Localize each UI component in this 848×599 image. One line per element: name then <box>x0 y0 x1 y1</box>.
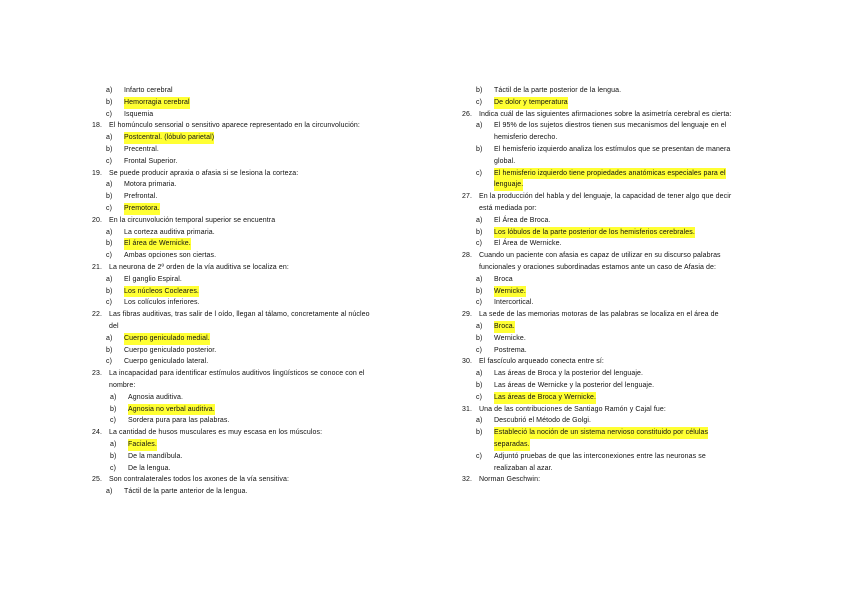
question-number: 21. <box>92 263 103 271</box>
highlighted-answer-text: Faciales. <box>128 439 157 451</box>
option-letter: c) <box>106 110 113 118</box>
option-letter: a) <box>106 334 113 342</box>
option-line <box>92 144 412 156</box>
line-text: Las fibras auditivas, tras salir de l oído, llegan al tálamo, concretamente al núcleo <box>109 311 370 319</box>
option-letter: a) <box>476 322 483 330</box>
question-line <box>92 168 412 180</box>
option-letter: b) <box>106 240 113 248</box>
highlighted-answer-text: Cuerpo geniculado medial. <box>124 333 210 345</box>
option-line <box>462 392 774 404</box>
line-text: Postrema. <box>494 346 527 354</box>
question-continuation <box>462 262 774 274</box>
option-letter: b) <box>476 429 483 437</box>
question-number: 30. <box>462 358 473 366</box>
option-line <box>92 392 412 404</box>
line-text: Son contralaterales todos los axones de la vía sensitiva: <box>109 476 290 484</box>
line-text: Broca <box>494 275 513 283</box>
question-line <box>92 215 412 227</box>
option-line <box>462 85 774 97</box>
option-continuation <box>462 156 774 168</box>
question-line <box>462 474 774 486</box>
option-letter: b) <box>106 145 113 153</box>
question-line <box>92 262 412 274</box>
line-text: Precentral. <box>124 145 159 153</box>
option-line <box>92 463 412 475</box>
option-line <box>92 203 412 215</box>
highlighted-answer-text: lenguaje. <box>494 179 523 191</box>
option-letter: b) <box>476 145 483 153</box>
option-line <box>462 168 774 180</box>
option-letter: b) <box>110 452 117 460</box>
option-line <box>462 415 774 427</box>
line-text: hemisferio derecho. <box>494 134 558 142</box>
option-line <box>92 109 412 121</box>
option-line <box>462 97 774 109</box>
line-text: Táctil de la parte anterior de la lengua. <box>124 488 248 496</box>
option-letter: a) <box>110 393 117 401</box>
option-line <box>462 238 774 250</box>
left-column <box>92 85 412 498</box>
line-text: La corteza auditiva primaria. <box>124 228 215 236</box>
line-text: Isquemia <box>124 110 154 118</box>
option-letter: a) <box>106 87 113 94</box>
option-line <box>92 356 412 368</box>
option-letter: a) <box>476 275 483 283</box>
line-text: El 95% de los sujetos diestros tienen sus mecanismos del lenguaje en el <box>494 122 727 130</box>
option-letter: a) <box>106 488 113 496</box>
question-number: 20. <box>92 216 103 224</box>
option-letter: a) <box>106 181 113 189</box>
option-letter: c) <box>476 98 483 106</box>
line-text: Táctil de la parte posterior de la lengua. <box>494 87 622 94</box>
option-letter: c) <box>110 417 117 425</box>
line-text: Se puede producir apraxia o afasia si se lesiona la corteza: <box>109 169 299 177</box>
option-letter: b) <box>476 381 483 389</box>
option-continuation <box>462 132 774 144</box>
option-line <box>92 297 412 309</box>
question-number: 23. <box>92 370 103 378</box>
highlighted-answer-text: Estableció la noción de un sistema nervioso constituido por células <box>494 427 708 439</box>
option-letter: a) <box>106 228 113 236</box>
question-line <box>462 356 774 368</box>
highlighted-answer-text: Hemorragia cerebral <box>124 97 190 109</box>
option-letter: c) <box>476 299 483 307</box>
question-number: 26. <box>462 110 473 118</box>
line-text: La neurona de 2º orden de la vía auditiva se localiza en: <box>109 263 289 271</box>
line-text: En la circunvolución temporal superior se encuentra <box>109 216 276 224</box>
option-line <box>462 274 774 286</box>
option-letter: a) <box>476 370 483 378</box>
option-letter: c) <box>476 169 483 177</box>
question-continuation <box>462 203 774 215</box>
option-line <box>462 215 774 227</box>
line-text: Agnosia auditiva. <box>128 393 184 401</box>
option-line <box>462 144 774 156</box>
question-line <box>462 250 774 262</box>
question-line <box>92 368 412 380</box>
line-text: Adjuntó pruebas de que las interconexiones entre las neuronas se <box>494 452 706 460</box>
line-text: El homúnculo sensorial o sensitivo aparece representado en la circunvolución: <box>109 122 360 130</box>
question-number: 25. <box>92 476 103 484</box>
line-text: Las áreas de Wernicke y la posterior del lenguaje. <box>494 381 655 389</box>
line-text: funcionales y oraciones subordinadas estamos ante un caso de Afasia de: <box>479 263 717 271</box>
highlighted-answer-text: Wernicke. <box>494 286 526 298</box>
highlighted-answer-text: El área de Wernicke. <box>124 238 191 250</box>
option-line <box>462 321 774 333</box>
option-letter: c) <box>106 299 113 307</box>
option-line <box>462 345 774 357</box>
right-column <box>462 85 774 486</box>
option-letter: c) <box>106 252 113 260</box>
line-text: En la producción del habla y del lenguaje, la capacidad de tener algo que decir <box>479 193 732 201</box>
option-letter: b) <box>106 98 113 106</box>
highlighted-answer-text: El hemisferio izquierdo tiene propiedades anatómicas especiales para el <box>494 168 726 180</box>
option-line <box>92 191 412 203</box>
option-line <box>92 179 412 191</box>
option-line <box>462 120 774 132</box>
highlighted-answer-text: Postcentral. (lóbulo parietal) <box>124 132 214 144</box>
question-line <box>92 120 412 132</box>
question-continuation <box>92 321 412 333</box>
line-text: La cantidad de husos musculares es muy escasa en los músculos: <box>109 429 323 437</box>
option-letter: a) <box>106 134 113 142</box>
line-text: Frontal Superior. <box>124 157 178 165</box>
option-line <box>92 85 412 97</box>
highlighted-answer-text: Agnosia no verbal auditiva. <box>128 404 215 416</box>
line-text: Ambas opciones son ciertas. <box>124 252 217 260</box>
question-line <box>92 474 412 486</box>
line-text: Norman Geschwin: <box>479 476 541 484</box>
line-text: Cuerpo geniculado lateral. <box>124 358 209 366</box>
question-line <box>462 404 774 416</box>
line-text: está mediada por: <box>479 204 537 212</box>
line-text: La sede de las memorias motoras de las palabras se localiza en el área de <box>479 311 719 319</box>
option-letter: c) <box>110 464 117 472</box>
line-text: Prefrontal. <box>124 193 158 201</box>
option-line <box>92 132 412 144</box>
line-text: realizaban al azar. <box>494 464 553 472</box>
line-text: Una de las contribuciones de Santiago Ramón y Cajal fue: <box>479 405 666 413</box>
line-text: El fascículo arqueado conecta entre sí: <box>479 358 604 366</box>
option-line <box>462 451 774 463</box>
line-text: El ganglio Espiral. <box>124 275 182 283</box>
option-line <box>92 274 412 286</box>
option-letter: b) <box>106 346 113 354</box>
option-line <box>92 451 412 463</box>
option-letter: c) <box>106 204 113 212</box>
option-line <box>462 333 774 345</box>
highlighted-answer-text: Los lóbulos de la parte posterior de los hemisferios cerebrales. <box>494 227 695 239</box>
question-line <box>462 309 774 321</box>
line-text: Intercortical. <box>494 299 534 307</box>
option-letter: b) <box>476 87 483 94</box>
highlighted-answer-text: De dolor y temperatura <box>494 97 568 109</box>
question-number: 22. <box>92 311 103 319</box>
option-letter: b) <box>110 405 117 413</box>
line-text: De la mandíbula. <box>128 452 183 460</box>
question-number: 24. <box>92 429 103 437</box>
option-line <box>92 415 412 427</box>
option-letter: b) <box>106 193 113 201</box>
option-line <box>92 345 412 357</box>
option-line <box>462 227 774 239</box>
line-text: El hemisferio izquierdo analiza los estímulos que se presentan de manera <box>494 145 731 153</box>
line-text: Los colículos inferiores. <box>124 299 200 307</box>
option-continuation <box>462 463 774 475</box>
line-text: El Área de Wernicke. <box>494 240 562 248</box>
option-letter: c) <box>476 393 483 401</box>
option-line <box>92 286 412 298</box>
line-text: del <box>109 322 119 330</box>
question-continuation <box>92 380 412 392</box>
question-line <box>92 427 412 439</box>
highlighted-answer-text: Las áreas de Broca y Wernicke. <box>494 392 596 404</box>
option-line <box>92 156 412 168</box>
question-line <box>462 191 774 203</box>
option-line <box>92 404 412 416</box>
line-text: Cuando un paciente con afasia es capaz de utilizar en su discurso palabras <box>479 252 721 260</box>
option-letter: c) <box>476 452 483 460</box>
option-continuation <box>462 439 774 451</box>
option-letter: c) <box>476 346 483 354</box>
line-text: De la lengua. <box>128 464 171 472</box>
question-number: 29. <box>462 311 473 319</box>
line-text: global. <box>494 157 516 165</box>
line-text: nombre: <box>109 381 136 389</box>
highlighted-answer-text: Premotora. <box>124 203 160 215</box>
option-letter: a) <box>476 122 483 130</box>
line-text: El Área de Broca. <box>494 216 551 224</box>
option-line <box>92 227 412 239</box>
line-text: Cuerpo geniculado posterior. <box>124 346 217 354</box>
option-letter: b) <box>106 287 113 295</box>
option-line <box>462 286 774 298</box>
option-letter: c) <box>106 157 113 165</box>
question-number: 18. <box>92 122 103 130</box>
option-letter: a) <box>476 417 483 425</box>
option-line <box>92 486 412 498</box>
option-line <box>92 250 412 262</box>
line-text: Descubrió el Método de Golgi. <box>494 417 592 425</box>
option-line <box>92 97 412 109</box>
option-letter: c) <box>106 358 113 366</box>
question-line <box>462 109 774 121</box>
question-number: 31. <box>462 405 473 413</box>
option-letter: c) <box>476 240 483 248</box>
question-number: 19. <box>92 169 103 177</box>
line-text: Indica cuál de las siguientes afirmaciones sobre la asimetría cerebral es cierta: <box>479 110 732 118</box>
line-text: Motora primaria. <box>124 181 177 189</box>
question-number: 27. <box>462 193 473 201</box>
option-line <box>92 238 412 250</box>
line-text: Infarto cerebral <box>124 87 173 94</box>
option-line <box>462 380 774 392</box>
option-continuation <box>462 179 774 191</box>
question-line <box>92 309 412 321</box>
option-letter: b) <box>476 334 483 342</box>
highlighted-answer-text: Broca. <box>494 321 515 333</box>
highlighted-answer-text: separadas. <box>494 439 530 451</box>
option-line <box>462 427 774 439</box>
option-letter: b) <box>476 228 483 236</box>
option-line <box>92 333 412 345</box>
line-text: Las áreas de Broca y la posterior del lenguaje. <box>494 370 644 378</box>
line-text: La incapacidad para identificar estímulos auditivos lingüísticos se conoce con el <box>109 370 365 378</box>
option-letter: a) <box>110 440 117 448</box>
line-text: Sordera pura para las palabras. <box>128 417 230 425</box>
line-text: Wernicke. <box>494 334 526 342</box>
question-number: 32. <box>462 476 473 484</box>
option-line <box>462 297 774 309</box>
option-letter: a) <box>476 216 483 224</box>
question-number: 28. <box>462 252 473 260</box>
option-letter: a) <box>106 275 113 283</box>
option-line <box>462 368 774 380</box>
highlighted-answer-text: Los núcleos Cocleares. <box>124 286 199 298</box>
option-letter: b) <box>476 287 483 295</box>
option-line <box>92 439 412 451</box>
